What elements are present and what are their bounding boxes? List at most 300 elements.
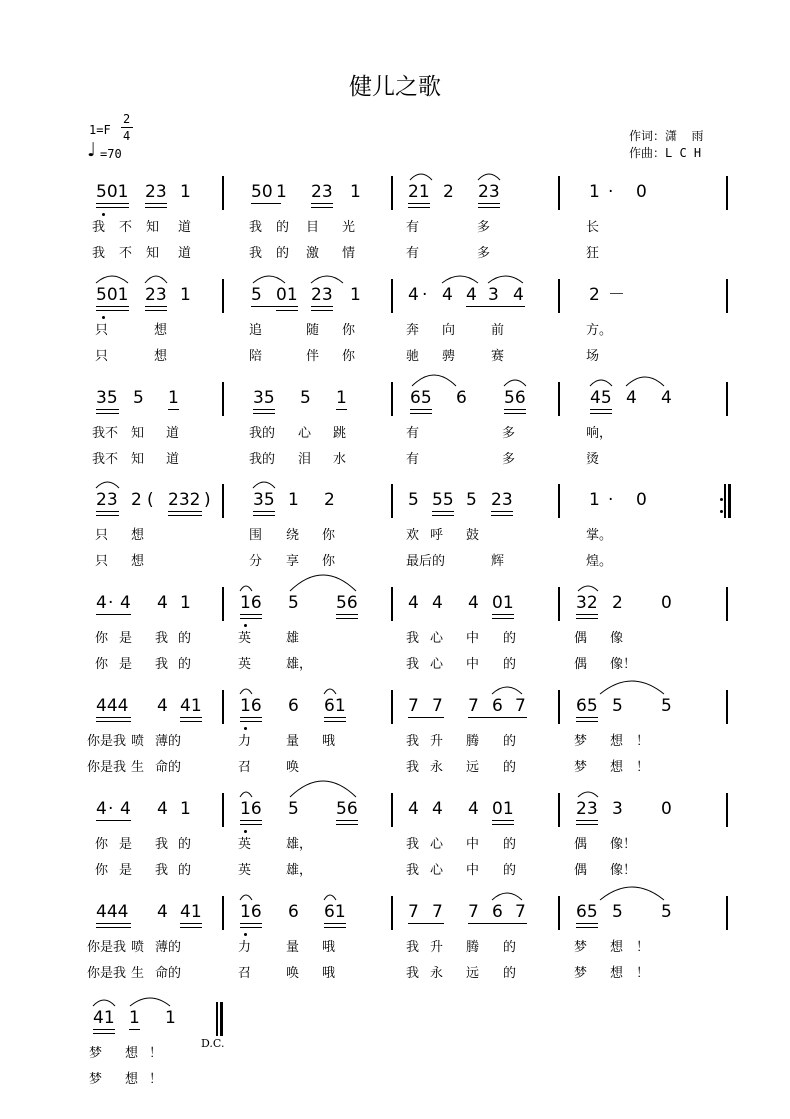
note: 23	[311, 285, 333, 305]
lyric-verse-1: 英	[238, 631, 252, 646]
note: 01	[492, 799, 514, 819]
note: 5	[300, 388, 311, 408]
lyric-verse-1: 我	[406, 940, 420, 955]
lyric-verse-2: 想	[610, 760, 624, 775]
lyric-verse-1: 薄的	[155, 734, 182, 749]
lyric-verse-1: 呼	[430, 528, 444, 543]
slur-arc	[145, 276, 167, 283]
note: 0	[661, 799, 672, 819]
lyric-verse-2: 雄，	[286, 863, 313, 878]
lyric-verse-2: 想	[125, 1072, 139, 1087]
lyric-verse-2: 我不	[92, 452, 119, 467]
tempo: =70	[100, 147, 122, 161]
lyric-verse-2: 分	[249, 554, 263, 569]
note: 6	[492, 902, 503, 922]
lyric-verse-2: 有	[406, 452, 420, 467]
lyric-verse-1: 多	[477, 220, 491, 235]
lyric-verse-2: 是	[119, 657, 133, 672]
note: 4	[432, 799, 443, 819]
lyric-verse-1: 量	[286, 734, 300, 749]
note: 7	[468, 696, 479, 716]
lyric-verse-1: ！	[636, 734, 650, 749]
lyric-verse-1: 中	[466, 837, 480, 852]
lyric-verse-2: 煌。	[586, 554, 613, 569]
lyric-verse-1: 中	[466, 631, 480, 646]
lyric-verse-2: 唤	[286, 966, 300, 981]
lyric-verse-2: 远	[466, 966, 480, 981]
note: 56	[504, 388, 526, 408]
note: 7	[515, 902, 526, 922]
note: 6	[456, 388, 467, 408]
lyric-verse-1: 向	[442, 323, 456, 338]
note: 41	[93, 1008, 115, 1028]
note: 7	[515, 696, 526, 716]
note: 45	[590, 388, 612, 408]
note: 2	[324, 490, 335, 510]
slur-arc	[130, 998, 170, 1006]
lyric-verse-2: 我	[155, 863, 169, 878]
lyric-verse-2: 你	[95, 657, 109, 672]
note: 3	[612, 799, 623, 819]
lyric-verse-2: 的	[276, 246, 290, 261]
note: 1	[589, 490, 600, 510]
lyric-verse-2: 心	[430, 863, 444, 878]
lyric-verse-1: 英	[238, 837, 252, 852]
lyric-verse-1: 长	[586, 220, 600, 235]
lyric-verse-2: 的	[503, 760, 517, 775]
note: 1	[180, 799, 191, 819]
lyric-verse-1: 梦	[574, 940, 588, 955]
note: 21	[408, 182, 430, 202]
note: 65	[576, 696, 598, 716]
lyric-verse-2: 你是我	[87, 760, 127, 775]
lyric-verse-2: 我	[406, 760, 420, 775]
lyric-verse-1: 追	[249, 323, 263, 338]
slur-arc	[96, 482, 119, 488]
slur-arc	[442, 276, 478, 283]
note: 1	[589, 182, 600, 202]
slur-arc	[492, 687, 522, 694]
lyric-verse-1: 薄的	[155, 940, 182, 955]
slur-arc	[578, 586, 598, 591]
lyric-verse-1: 我	[249, 220, 263, 235]
note: 16	[240, 799, 262, 819]
lyric-verse-1: 是	[119, 631, 133, 646]
song-title: 健儿之歌	[349, 74, 441, 100]
note: 4	[120, 593, 131, 613]
note: 5	[408, 490, 419, 510]
lyric-verse-2: 烫	[586, 452, 600, 467]
lyric-verse-1: 前	[491, 323, 505, 338]
lyric-verse-1: 的	[503, 940, 517, 955]
note: 23	[145, 182, 167, 202]
lyric-verse-2: 多	[477, 246, 491, 261]
lyric-verse-2: 心	[430, 657, 444, 672]
lyric-verse-2: 知	[131, 452, 145, 467]
note: 32	[576, 593, 598, 613]
note: ·	[608, 490, 614, 510]
lyric-verse-1: 知	[146, 220, 160, 235]
lyric-verse-1: 量	[286, 940, 300, 955]
lyric-verse-1: 喷	[131, 734, 145, 749]
lyric-verse-1: 道	[178, 220, 192, 235]
lyric-verse-2: 偶	[574, 863, 588, 878]
lyric-verse-2: 永	[430, 966, 444, 981]
lyric-verse-2: 梦	[574, 760, 588, 775]
lyric-verse-2: 陪	[249, 349, 263, 364]
lyric-verse-1: 哦	[322, 940, 336, 955]
lyric-verse-2: 召	[238, 966, 252, 981]
note: 1	[336, 388, 347, 408]
note: 61	[324, 696, 346, 716]
note: ·	[422, 285, 428, 305]
note: 232	[168, 490, 201, 510]
note: 0	[661, 593, 672, 613]
slur-arc	[626, 377, 664, 386]
lyric-verse-1: 方。	[586, 323, 613, 338]
lyric-verse-1: 我	[155, 631, 169, 646]
lyric-verse-2: 有	[406, 246, 420, 261]
lyric-verse-2: 召	[238, 760, 252, 775]
note: 4	[96, 799, 107, 819]
note: 4	[661, 388, 672, 408]
lyric-verse-2: 只	[95, 349, 109, 364]
note: 0	[636, 182, 647, 202]
note: 56	[336, 593, 358, 613]
lyric-verse-1: 只	[95, 323, 109, 338]
note: 1	[129, 1008, 140, 1028]
slur-arc	[488, 276, 523, 283]
lyric-verse-1: 我	[92, 220, 106, 235]
lyric-verse-2: 驰	[406, 349, 420, 364]
lyric-verse-2: 不	[119, 246, 133, 261]
slur-arc	[324, 895, 336, 900]
lyric-verse-2: ！	[149, 1072, 163, 1087]
note: 5	[612, 902, 623, 922]
lyric-verse-1: 掌。	[586, 528, 613, 543]
lyric-verse-1: 奔	[406, 323, 420, 338]
note: ·	[108, 799, 114, 819]
lyric-verse-2: 的	[178, 863, 192, 878]
note: －	[608, 285, 625, 305]
lyric-verse-1: 你是我	[87, 940, 127, 955]
slur-arc	[324, 689, 336, 694]
lyric-verse-1: 的	[178, 837, 192, 852]
slur-arc	[600, 681, 664, 694]
lyric-verse-2: ！	[636, 966, 650, 981]
note: 23	[576, 799, 598, 819]
note: 35	[253, 490, 275, 510]
lyric-verse-2: 命的	[155, 966, 182, 981]
lyric-verse-1: 的	[503, 734, 517, 749]
lyric-verse-1: 想	[610, 940, 624, 955]
lyric-verse-1: 只	[95, 528, 109, 543]
lyric-verse-1: 我	[406, 837, 420, 852]
lyric-verse-2: 道	[178, 246, 192, 261]
lyric-verse-2: 的	[503, 863, 517, 878]
lyric-verse-1: 跳	[333, 426, 347, 441]
lyric-verse-2: 远	[466, 760, 480, 775]
slur-arc	[311, 276, 343, 283]
lyric-verse-1: 绕	[286, 528, 300, 543]
note: 23	[96, 490, 118, 510]
note: 501	[96, 182, 129, 202]
lyric-verse-2: 你	[95, 863, 109, 878]
lyric-verse-1: 像！	[610, 837, 637, 852]
note: 1	[168, 388, 179, 408]
note: 16	[240, 902, 262, 922]
lyric-verse-1: 升	[430, 734, 444, 749]
note: 65	[576, 902, 598, 922]
lyric-verse-2: 生	[131, 966, 145, 981]
note: 01	[276, 285, 298, 305]
note: 55	[432, 490, 454, 510]
lyric-verse-1: 我	[406, 631, 420, 646]
note: 35	[253, 388, 275, 408]
lyric-verse-2: 情	[342, 246, 356, 261]
note: 4	[626, 388, 637, 408]
slur-arc	[253, 482, 275, 488]
lyric-verse-1: 力	[238, 940, 252, 955]
note: 4	[408, 799, 419, 819]
note: 56	[336, 799, 358, 819]
da-capo-mark: D.C.	[201, 1037, 225, 1050]
note: 4	[468, 799, 479, 819]
lyric-verse-2: 永	[430, 760, 444, 775]
lyric-verse-1: 雄，	[286, 837, 313, 852]
note: 2	[589, 285, 600, 305]
note: 2	[443, 182, 454, 202]
lyric-verse-2: 多	[502, 452, 516, 467]
lyric-verse-1: 力	[238, 734, 252, 749]
note: 4	[408, 593, 419, 613]
composer-credit: 作曲：L C H	[629, 146, 702, 160]
note: )	[204, 490, 211, 510]
lyric-verse-1: 像	[610, 631, 624, 646]
note: 501	[96, 285, 129, 305]
note: 4	[157, 696, 168, 716]
note: 4	[468, 593, 479, 613]
lyric-verse-1: 喷	[131, 940, 145, 955]
note: 1	[165, 1008, 176, 1028]
lyric-verse-2: 的	[178, 657, 192, 672]
note: 16	[240, 593, 262, 613]
lyric-verse-1: 你	[322, 528, 336, 543]
note: 41	[180, 902, 202, 922]
note: 5	[288, 799, 299, 819]
lyric-verse-2: 像！	[610, 657, 637, 672]
lyric-verse-1: 你	[95, 837, 109, 852]
slur-arc	[478, 174, 500, 180]
lyric-verse-1: 雄	[286, 631, 300, 646]
note: 444	[96, 902, 129, 922]
lyric-verse-2: 水	[333, 452, 347, 467]
lyric-verse-2: 生	[131, 760, 145, 775]
note: 16	[240, 696, 262, 716]
lyric-verse-1: 响，	[586, 426, 613, 441]
note: 5	[133, 388, 144, 408]
lyric-verse-1: 鼓	[466, 528, 480, 543]
note: 4	[157, 799, 168, 819]
time-signature-bottom: 4	[123, 129, 131, 143]
slur-arc	[410, 174, 432, 180]
lyric-verse-2: 伴	[306, 349, 320, 364]
lyric-verse-1: 我	[155, 837, 169, 852]
lyric-verse-1: 随	[306, 323, 320, 338]
lyric-verse-2: 道	[166, 452, 180, 467]
lyric-verse-1: 心	[430, 631, 444, 646]
lyric-verse-1: ！	[149, 1046, 163, 1061]
lyric-verse-2: 我的	[249, 452, 276, 467]
lyric-verse-2: 中	[466, 657, 480, 672]
slur-arc	[412, 375, 456, 386]
key-signature: 1=F	[89, 123, 111, 137]
lyric-verse-2: 的	[503, 657, 517, 672]
lyric-verse-1: 偶	[574, 837, 588, 852]
slur-arc	[504, 380, 526, 386]
lyric-verse-2: 最后的	[406, 554, 446, 569]
note: 4	[96, 593, 107, 613]
slur-arc	[590, 380, 612, 386]
slur-arc	[290, 781, 356, 797]
note: 7	[468, 902, 479, 922]
lyric-verse-2: 偶	[574, 657, 588, 672]
slur-arc	[253, 276, 285, 283]
lyric-verse-2: 是	[119, 863, 133, 878]
lyric-verse-2: 我	[406, 657, 420, 672]
slur-arc	[290, 575, 356, 591]
lyric-verse-1: 我	[406, 734, 420, 749]
lyric-verse-1: 腾	[466, 940, 480, 955]
note: 7	[408, 696, 419, 716]
lyric-verse-2: 狂	[586, 246, 600, 261]
lyric-verse-2: 享	[286, 554, 300, 569]
lyric-verse-2: 辉	[491, 554, 505, 569]
slur-arc	[240, 586, 252, 591]
lyric-verse-2: 我	[155, 657, 169, 672]
lyric-verse-1: 我的	[249, 426, 276, 441]
note: 3	[488, 285, 499, 305]
note: ·	[608, 182, 614, 202]
lyric-verse-2: 想	[154, 349, 168, 364]
slur-arc	[578, 792, 598, 797]
lyric-verse-2: 你是我	[87, 966, 127, 981]
lyric-verse-1: 哦	[322, 734, 336, 749]
lyric-verse-1: 升	[430, 940, 444, 955]
note: 50	[251, 182, 273, 202]
lyric-verse-2: 骋	[442, 349, 456, 364]
lyric-verse-1: 偶	[574, 631, 588, 646]
note: 0	[636, 490, 647, 510]
slur-arc	[93, 1000, 115, 1006]
lyric-verse-2: 你	[322, 554, 336, 569]
lyric-verse-2: 场	[586, 349, 600, 364]
lyric-verse-2: 哦	[322, 966, 336, 981]
lyric-verse-1: 梦	[89, 1046, 103, 1061]
lyric-verse-2: 中	[466, 863, 480, 878]
lyric-verse-1: ！	[636, 940, 650, 955]
lyric-verse-2: 想	[131, 554, 145, 569]
note: 4	[157, 593, 168, 613]
slur-arc	[600, 887, 664, 900]
lyric-verse-2: 英	[238, 657, 252, 672]
note: 2	[131, 490, 142, 510]
slur-arc	[96, 276, 128, 283]
lyric-verse-2: 知	[146, 246, 160, 261]
note: 5	[661, 696, 672, 716]
note: 2	[612, 593, 623, 613]
note: 5	[251, 285, 262, 305]
lyric-verse-2: 只	[95, 554, 109, 569]
note: 6	[288, 696, 299, 716]
quarter-note-icon: ♩	[87, 139, 96, 161]
lyric-verse-2: ！	[636, 760, 650, 775]
note: 35	[96, 388, 118, 408]
note: 5	[466, 490, 477, 510]
lyric-verse-2: 我	[406, 966, 420, 981]
note: 4	[432, 593, 443, 613]
note: 1	[350, 182, 361, 202]
note: 01	[492, 593, 514, 613]
lyric-verse-1: 你	[342, 323, 356, 338]
lyric-verse-2: 雄，	[286, 657, 313, 672]
lyricist-credit: 作词：潇 雨	[629, 129, 704, 143]
note: 1	[180, 285, 191, 305]
lyric-verse-1: 有	[406, 220, 420, 235]
lyric-verse-2: 命的	[155, 760, 182, 775]
note: 1	[180, 593, 191, 613]
lyric-verse-2: 我	[92, 246, 106, 261]
note: 41	[180, 696, 202, 716]
lyric-verse-2: 英	[238, 863, 252, 878]
note: 6	[288, 902, 299, 922]
slur-arc	[240, 689, 252, 694]
note: 5	[288, 593, 299, 613]
note: 1	[180, 182, 191, 202]
lyric-verse-1: 道	[166, 426, 180, 441]
lyric-verse-2: 的	[503, 966, 517, 981]
lyric-verse-2: 赛	[491, 349, 505, 364]
note: 5	[612, 696, 623, 716]
note: 23	[478, 182, 500, 202]
lyric-verse-1: 是	[119, 837, 133, 852]
note: 65	[410, 388, 432, 408]
lyric-verse-2: 你	[342, 349, 356, 364]
lyric-verse-1: 你是我	[87, 734, 127, 749]
lyric-verse-1: 想	[131, 528, 145, 543]
lyric-verse-1: 你	[95, 631, 109, 646]
note: 23	[311, 182, 333, 202]
note: 1	[350, 285, 361, 305]
lyric-verse-1: 心	[298, 426, 312, 441]
note: 4	[466, 285, 477, 305]
note: 7	[432, 902, 443, 922]
note: 4	[157, 902, 168, 922]
lyric-verse-1: 心	[430, 837, 444, 852]
lyric-verse-2: 梦	[574, 966, 588, 981]
note: 4	[120, 799, 131, 819]
lyric-verse-1: 想	[154, 323, 168, 338]
note: 4	[442, 285, 453, 305]
slur-arc	[492, 893, 522, 900]
note: ·	[108, 593, 114, 613]
lyric-verse-1: 我不	[92, 426, 119, 441]
lyric-verse-1: 腾	[466, 734, 480, 749]
lyric-verse-1: 不	[119, 220, 133, 235]
note: 1	[288, 490, 299, 510]
note: 6	[492, 696, 503, 716]
note: 4	[513, 285, 524, 305]
